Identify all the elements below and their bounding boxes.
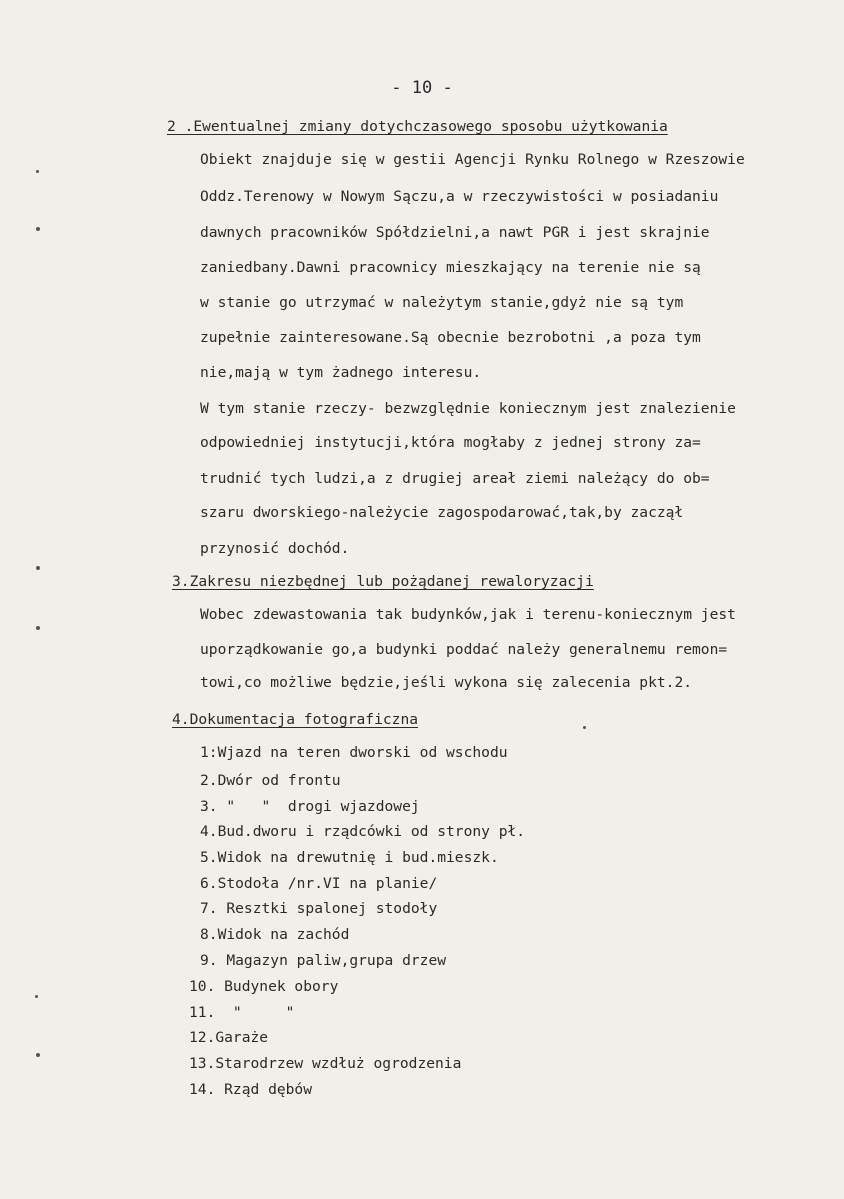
section-2-line: przynosić dochód. [200,540,350,557]
photo-list-item: 11. " " [189,1004,295,1021]
photo-list-item: 5.Widok na drewutnię i bud.mieszk. [200,849,499,866]
margin-speck [36,227,40,231]
margin-speck [35,995,38,998]
photo-list-item: 7. Resztki spalonej stodoły [200,900,438,917]
section-2-line: trudnić tych ludzi,a z drugiej areał ziemi należący do ob= [200,470,710,487]
photo-list-item: 12.Garaże [189,1029,269,1046]
margin-speck [36,626,40,630]
section-2-line: szaru dworskiego-należycie zagospodarować,tak,by zaczął [200,504,684,521]
photo-list-item: 6.Stodoła /nr.VI na planie/ [200,875,438,892]
section-3-heading: 3.Zakresu niezbędnej lub pożądanej rewaloryzacji [172,573,594,590]
photo-list-item: 3. " " drogi wjazdowej [200,798,420,815]
photo-list-item: 1:Wjazd na teren dworski od wschodu [200,744,508,761]
page-number: - 10 - [391,78,453,98]
photo-list-item: 13.Starodrzew wzdłuż ogrodzenia [189,1055,462,1072]
section-2-line: zaniedbany.Dawni pracownicy mieszkający na terenie nie są [200,259,701,276]
section-2-heading: 2 .Ewentualnej zmiany dotychczasowego sposobu użytkowania [167,118,668,135]
section-2-line: zupełnie zainteresowane.Są obecnie bezrobotni ,a poza tym [200,329,701,346]
section-3-line: Wobec zdewastowania tak budynków,jak i terenu-koniecznym jest [200,606,736,623]
margin-speck [36,170,39,173]
section-2-line: w stanie go utrzymać w należytym stanie,gdyż nie są tym [200,294,684,311]
section-2-line: Oddz.Terenowy w Nowym Sączu,a w rzeczywistości w posiadaniu [200,188,719,205]
photo-list-item: 4.Bud.dworu i rządcówki od strony pł. [200,823,526,840]
margin-speck [36,1053,40,1057]
section-2-line: dawnych pracowników Spółdzielni,a nawt PGR i jest skrajnie [200,224,710,241]
photo-list-item: 9. Magazyn paliw,grupa drzew [200,952,447,969]
photo-list-item: 8.Widok na zachód [200,926,350,943]
section-2-line: odpowiedniej instytucji,która mogłaby z jednej strony za= [200,434,701,451]
photo-list-item: 14. Rząd dębów [189,1081,313,1098]
section-3-line: towi,co możliwe będzie,jeśli wykona się zalecenia pkt.2. [200,674,693,691]
photo-list-item: 2.Dwór od frontu [200,772,341,789]
section-2-line: nie,mają w tym żadnego interesu. [200,364,482,381]
section-2-line: W tym stanie rzeczy- bezwzględnie koniecznym jest znalezienie [200,400,736,417]
photo-list-item: 10. Budynek obory [189,978,339,995]
section-3-line: uporządkowanie go,a budynki poddać należy generalnemu remon= [200,641,728,658]
section-2-line: Obiekt znajduje się w gestii Agencji Rynku Rolnego w Rzeszowie [200,151,745,168]
section-4-heading: 4.Dokumentacja fotograficzna [172,711,419,728]
page-speck [583,726,586,729]
margin-speck [36,566,40,570]
